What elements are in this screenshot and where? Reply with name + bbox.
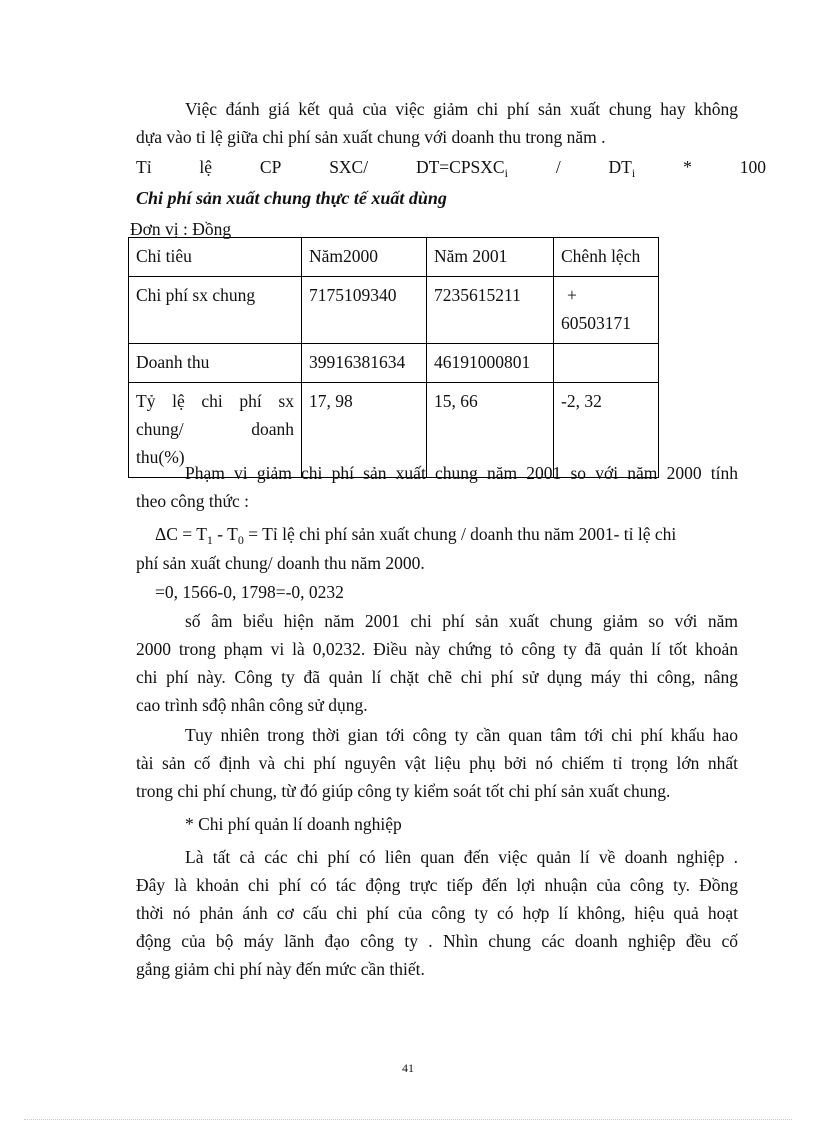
unit-label: Đơn vị : Đồng <box>130 219 232 239</box>
page-number: 41 <box>402 1061 414 1075</box>
formula-token: 100 <box>739 157 766 177</box>
formula-token: * <box>683 157 692 177</box>
table-cell: 17, 98 <box>302 383 427 478</box>
table-header-cell: Năm2000 <box>302 238 427 277</box>
paragraph-2-line: chi phí này. Công ty đã quản lí chặt chẽ chi phí sử dụng máy thi công, nâng <box>136 667 738 687</box>
table-cell <box>554 277 659 344</box>
paragraph-3-line: Tuy nhiên trong thời gian tới công ty cần quan tâm tới chi phí khấu hao <box>185 725 738 745</box>
formula-subscript: i <box>631 166 636 180</box>
ratio-formula <box>136 156 766 178</box>
table-header-row <box>129 238 659 277</box>
paragraph-3-line: tài sản cố định và chi phí nguyên vật liệu phụ bởi nó chiếm tỉ trọng lớn nhất <box>136 753 738 773</box>
section-heading: Chi phí sản xuất chung thực tế xuất dùng <box>136 188 447 208</box>
delta-formula: $\Delta C = T_1 - T_0$ = Tỉ lệ chi phí sản xuất chung / doanh thu năm 2001- tỉ lệ chi <box>155 524 677 547</box>
table-cell: 7175109340 <box>302 277 427 344</box>
paragraph-2-line: 2000 trong phạm vi là 0,0232. Điều này chứng tỏ công ty đã quản lí tốt khoản <box>136 639 738 659</box>
table-cell: 15, 66 <box>427 383 554 478</box>
formula-token: CP <box>259 157 282 177</box>
calculation: =0, 1566-0, 1798=-0, 0232 <box>155 582 344 602</box>
paragraph-4-line: Là tất cả các chi phí có liên quan đến việc quản lí về doanh nghiệp . <box>185 847 738 867</box>
delta-formula-line-2: phí sản xuất chung/ doanh thu năm 2000. <box>136 553 425 573</box>
label-line: thu(%) <box>136 447 185 467</box>
formula-token: SXC/ <box>329 157 369 177</box>
paragraph-4-line: động của bộ máy lãnh đạo công ty . Nhìn chung các doanh nghiệp đều cố <box>136 931 738 951</box>
table-cell: Doanh thu <box>129 344 302 383</box>
table-cell: 7235615211 <box>427 277 554 344</box>
scope-line-1: Phạm vi giảm chi phí sản xuất chung năm 2001 so với năm 2000 tính <box>185 463 738 483</box>
paragraph-1-line-2: dựa vào tỉ lệ giữa chi phí sản xuất chung với doanh thu trong năm . <box>136 127 606 147</box>
scope-line-2: theo công thức : <box>136 491 249 511</box>
paragraph-3-line: trong chi phí chung, từ đó giúp công ty kiểm soát tốt chi phí sản xuất chung. <box>136 781 671 801</box>
formula-token: $DT_i$ <box>608 157 636 180</box>
paragraph-2-line: cao trình sđộ nhân công sử dụng. <box>136 695 368 715</box>
table-header-cell: Chỉ tiêu <box>129 238 302 277</box>
formula-token: Tỉ <box>136 157 152 177</box>
paragraph-4-line: Đây là khoản chi phí có tác động trực tiếp đến lợi nhuận của công ty. Đồng <box>136 875 738 895</box>
table-row <box>129 344 659 383</box>
page-bottom-dotted-divider <box>24 1119 792 1120</box>
paragraph-4-line: gắng giảm chi phí này đến mức cần thiết. <box>136 959 425 979</box>
table-cell: 46191000801 <box>427 344 554 383</box>
formula-token: $DT=CPSXC_i$ <box>415 157 508 180</box>
table-cell: Chi phí sx chung <box>129 277 302 344</box>
formula-token: / <box>555 157 561 177</box>
cost-table <box>128 237 659 478</box>
formula-token: lệ <box>199 157 213 177</box>
diff-sign: + <box>567 285 577 305</box>
table-row <box>129 277 659 344</box>
paragraph-1-line-1: Việc đánh giá kết quả của việc giảm chi phí sản xuất chung hay không <box>185 99 738 119</box>
subheading: * Chi phí quản lí doanh nghiệp <box>185 814 402 834</box>
paragraph-2-line: số âm biểu hiện năm 2001 chi phí sản xuất chung giảm so với năm <box>185 611 738 631</box>
table-cell: 39916381634 <box>302 344 427 383</box>
table-header-cell: Năm 2001 <box>427 238 554 277</box>
label-line: Tỷ lệ chi phí sx <box>136 391 294 411</box>
formula-subscript: i <box>504 166 508 180</box>
diff-value: 60503171 <box>561 313 631 333</box>
table-cell <box>554 344 659 383</box>
table-header-cell: Chênh lệch <box>554 238 659 277</box>
table-cell: -2, 32 <box>554 383 659 478</box>
paragraph-4-line: thời nó phản ánh cơ cấu chi phí của công ty có hợp lí không, hiệu quả hoạt <box>136 903 738 923</box>
label-line: chung/ doanh <box>136 419 294 439</box>
